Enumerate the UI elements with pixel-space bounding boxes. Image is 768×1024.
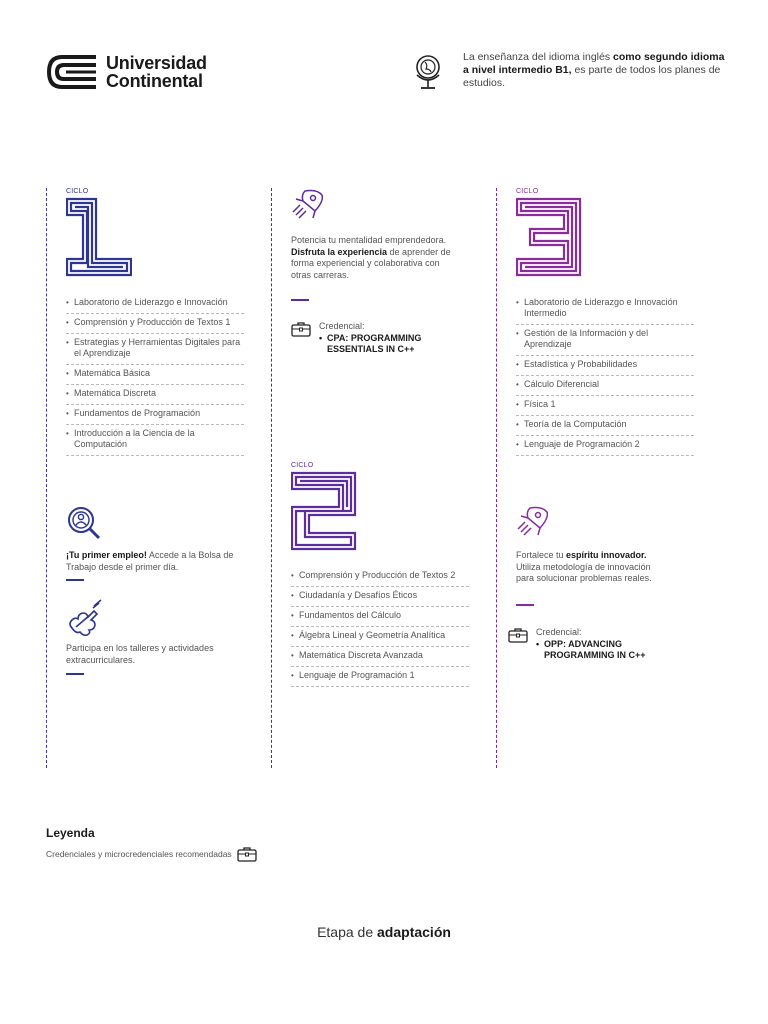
briefcase-icon bbox=[508, 627, 528, 643]
col3-feature-bold: espíritu innovador. bbox=[566, 550, 647, 560]
credential-value: • OPP: ADVANCING PROGRAMMING IN C++ bbox=[536, 639, 646, 661]
empleo-desc: Accede a la Bolsa de Trabajo desde el primer día. bbox=[66, 550, 234, 572]
col3-feature-t1: Fortalece tu bbox=[516, 550, 567, 560]
divider-dash bbox=[66, 579, 84, 581]
ciclo-2-course-list bbox=[291, 567, 469, 687]
course-item: • Laboratorio de Liderazgo e Innovación bbox=[66, 294, 244, 314]
empleo-text bbox=[66, 550, 246, 573]
ciclo-1-label: CICLO bbox=[66, 188, 89, 195]
globe-icon bbox=[412, 52, 444, 92]
col2-feature-bold: Disfruta la experiencia bbox=[291, 246, 388, 257]
logo-mark-icon bbox=[46, 54, 98, 90]
logo-line1: Universidad bbox=[106, 53, 207, 73]
course-item: • Fundamentos del Cálculo bbox=[291, 607, 469, 627]
legend-text bbox=[46, 846, 258, 862]
briefcase-icon bbox=[291, 321, 311, 337]
col3-feature-text bbox=[516, 550, 656, 585]
course-item: • Álgebra Lineal y Geometría Analítica bbox=[291, 627, 469, 647]
course-item: • Estrategias y Herramientas Digitales para el Aprendizaje bbox=[66, 334, 244, 365]
stage-title bbox=[0, 924, 768, 940]
col2-feature-t1: Potencia tu mentalidad emprendedora. bbox=[291, 235, 447, 245]
course-item: • Ciudadanía y Desafíos Éticos bbox=[291, 587, 469, 607]
stage-title-bold: adaptación bbox=[377, 924, 451, 940]
course-item: • Gestión de la Información y del Aprendizaje bbox=[516, 325, 694, 356]
ciclo-1-course-list bbox=[66, 294, 244, 456]
violin-icon bbox=[66, 598, 104, 636]
intro-text bbox=[463, 51, 733, 90]
course-item: • Fundamentos de Programación bbox=[66, 405, 244, 425]
course-item: • Matemática Discreta Avanzada bbox=[291, 647, 469, 667]
logo-line2: Continental bbox=[106, 71, 203, 91]
course-item: • Comprensión y Producción de Textos 1 bbox=[66, 314, 244, 334]
col2-credential bbox=[291, 321, 439, 355]
course-item: • Física 1 bbox=[516, 396, 694, 416]
intro-text-pre: La enseñanza del idioma inglés bbox=[463, 51, 614, 63]
empleo-bold: ¡Tu primer empleo! bbox=[66, 550, 147, 560]
col3-credential bbox=[508, 627, 646, 661]
course-item: • Comprensión y Producción de Textos 2 bbox=[291, 567, 469, 587]
col2-feature-t3: de aprender de forma experiencial y colaborativa con otras carreras. bbox=[291, 246, 451, 280]
ciclo-2-numeral bbox=[291, 471, 357, 551]
intro-text-bold: como segundo idioma a nivel intermedio B1, bbox=[463, 51, 725, 76]
logo-text bbox=[106, 54, 207, 90]
course-item: • Introducción a la Ciencia de la Computación bbox=[66, 425, 244, 456]
divider-dash bbox=[66, 673, 84, 675]
course-item: • Lenguaje de Programación 2 bbox=[516, 436, 694, 456]
course-item: • Teoría de la Computación bbox=[516, 416, 694, 436]
course-item: • Lenguaje de Programación 1 bbox=[291, 667, 469, 687]
column-divider-2 bbox=[271, 188, 272, 768]
briefcase-icon bbox=[236, 846, 258, 862]
ciclo-2-label: CICLO bbox=[291, 462, 314, 469]
ciclo-1-numeral bbox=[66, 197, 132, 277]
column-divider-3 bbox=[496, 188, 497, 768]
col3-feature-t3: Utiliza metodología de innovación para solucionar problemas reales. bbox=[516, 561, 652, 583]
course-item: • Laboratorio de Liderazgo e Innovación Intermedio bbox=[516, 294, 694, 325]
university-logo bbox=[46, 52, 246, 92]
legend-desc: Credenciales y microcredenciales recomendadas bbox=[46, 849, 232, 859]
intro-text-post: es parte de todos los planes de estudios. bbox=[463, 64, 721, 89]
talleres-text: Participa en los talleres y actividades extracurriculares. bbox=[66, 643, 214, 665]
ciclo-3-label: CICLO bbox=[516, 188, 539, 195]
course-item: • Estadística y Probabilidades bbox=[516, 356, 694, 376]
credential-label: Credencial: bbox=[536, 627, 582, 637]
course-item: • Matemática Discreta bbox=[66, 385, 244, 405]
search-person-icon bbox=[66, 505, 102, 541]
ciclo-3-course-list bbox=[516, 294, 694, 456]
course-item: • Matemática Básica bbox=[66, 365, 244, 385]
credential-label: Credencial: bbox=[319, 321, 365, 331]
course-item: • Cálculo Diferencial bbox=[516, 376, 694, 396]
divider-dash bbox=[516, 604, 534, 606]
credential-value: • CPA: PROGRAMMING ESSENTIALS IN C++ bbox=[319, 333, 439, 355]
divider-dash bbox=[291, 299, 309, 301]
ciclo-3-numeral bbox=[516, 197, 582, 277]
col2-feature-text bbox=[291, 235, 451, 281]
stage-title-pre: Etapa de bbox=[317, 924, 378, 940]
column-divider-1 bbox=[46, 188, 47, 768]
legend-title: Leyenda bbox=[46, 826, 95, 840]
rocket-icon bbox=[291, 187, 325, 221]
rocket-icon bbox=[516, 504, 550, 538]
